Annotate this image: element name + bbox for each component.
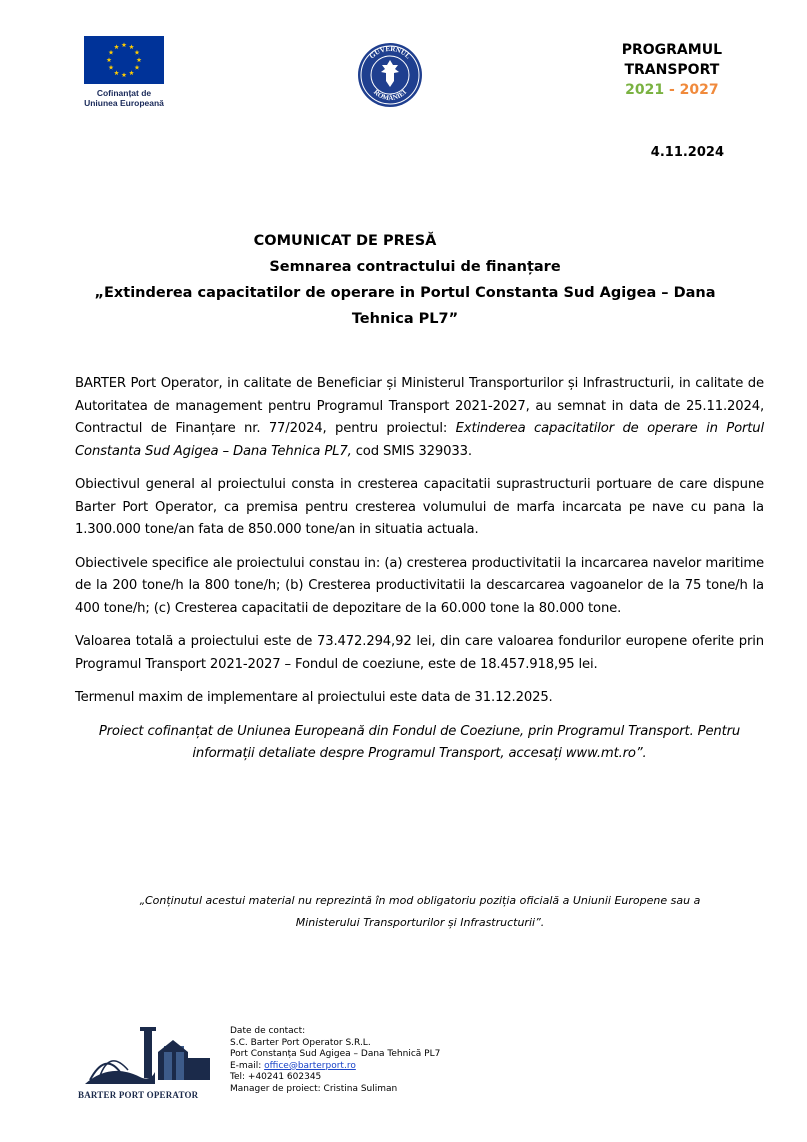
svg-text:ROMÂNIEI: ROMÂNIEI: [371, 88, 409, 103]
eu-flag-icon: [84, 36, 164, 84]
barter-logo-name: BARTER PORT OPERATOR: [78, 1090, 199, 1100]
paragraph-3: Obiectivele specifice ale proiectului constau in: (a) cresterea productivitatii la incarcarea navelor maritime de la 200 tone/h la 800 tone/h; (b) Cresterea productivitatii la descarcarea vagoanelor de la 75 tone/h la 400 tone/h; (c) Cresterea capacitatii de depozitare de la 60.000 tone la 80.000 tone.: [75, 555, 764, 616]
program-line1: PROGRAMUL: [621, 42, 722, 58]
contact-manager: Manager de proiect: Cristina Suliman: [230, 1083, 398, 1094]
contact-title: Date de contact:: [230, 1026, 306, 1036]
program-years: 2021 - 2027: [625, 82, 719, 98]
contact-email-row: E-mail: office@barterport.ro: [230, 1060, 356, 1071]
program-line2: TRANSPORT: [624, 62, 720, 78]
paragraph-1: BARTER Port Operator, in calitate de Beneficiar și Ministerul Transporturilor și Infrastructurii, in calitate de Autoritatea de management pentru Programul Transport 2021-2027, au semnat in data de 25.11.2024, Contractul de Finanțare nr. 77/2024, pentru proiectul: Extinderea capacitatilor de operare in Portul Constanta Sud Agigea – Dana Tehnica PL7, cod SMIS 329033.: [75, 376, 765, 459]
project-title-line1: „Extinderea capacitatilor de operare in Portul Constanta Sud Agigea – Dana: [94, 285, 716, 301]
email-link[interactable]: office@barterport.ro: [264, 1060, 356, 1071]
disclaimer: „Conținutul acestui material nu reprezintă în mod obligatoriu poziția oficială a Uniunii Europene sau a Ministerului Transporturilor și Infrastructurii”.: [139, 894, 701, 929]
government-seal-icon: [357, 42, 423, 108]
program-transport-logo: [622, 40, 722, 100]
subtitle: Semnarea contractului de finanțare: [269, 259, 561, 275]
press-release-body: [75, 373, 764, 777]
press-release-heading: COMUNICAT DE PRESĂ: [253, 233, 437, 249]
paragraph-closing: Proiect cofinanțat de Uniunea Europeană din Fondul de Coeziune, prin Programul Transport. Pentru informații detaliate despre Programul Transport, accesați www.mt.ro”.: [98, 723, 741, 761]
document-date: 4.11.2024: [650, 145, 724, 160]
press-release-titles: [60, 228, 750, 332]
contact-address: Port Constanța Sud Agigea – Dana Tehnică PL7: [230, 1049, 441, 1060]
contact-phone: Tel: +40241 602345: [230, 1072, 322, 1083]
paragraph-5: Termenul maxim de implementare al proiectului este data de 31.12.2025.: [75, 690, 553, 705]
eu-caption: Cofinanțat de Uniunea Europeană: [84, 88, 164, 108]
paragraph-2: Obiectivul general al proiectului consta in cresterea capacitatii suprastructurii portuare de care dispune Barter Port Operator, ca premisa pentru cresterea volumului de marfa incarcata pe nave cu pana la 1.300.000 tone/an fata de 850.000 tone/an in situatia actuala.: [75, 477, 764, 537]
eu-logo: [78, 36, 170, 108]
svg-text:GUVERNUL: GUVERNUL: [368, 44, 413, 61]
contact-company: S.C. Barter Port Operator S.R.L.: [230, 1037, 371, 1048]
contact-block: [230, 1026, 440, 1096]
project-title-line2: Tehnica PL7”: [351, 311, 459, 327]
paragraph-4: Valoarea totală a proiectului este de 73.472.294,92 lei, din care valoarea fondurilor europene oferite prin Programul Transport 2021-2027 – Fondul de coeziune, este de 18.457.918,95 lei.: [75, 634, 764, 672]
